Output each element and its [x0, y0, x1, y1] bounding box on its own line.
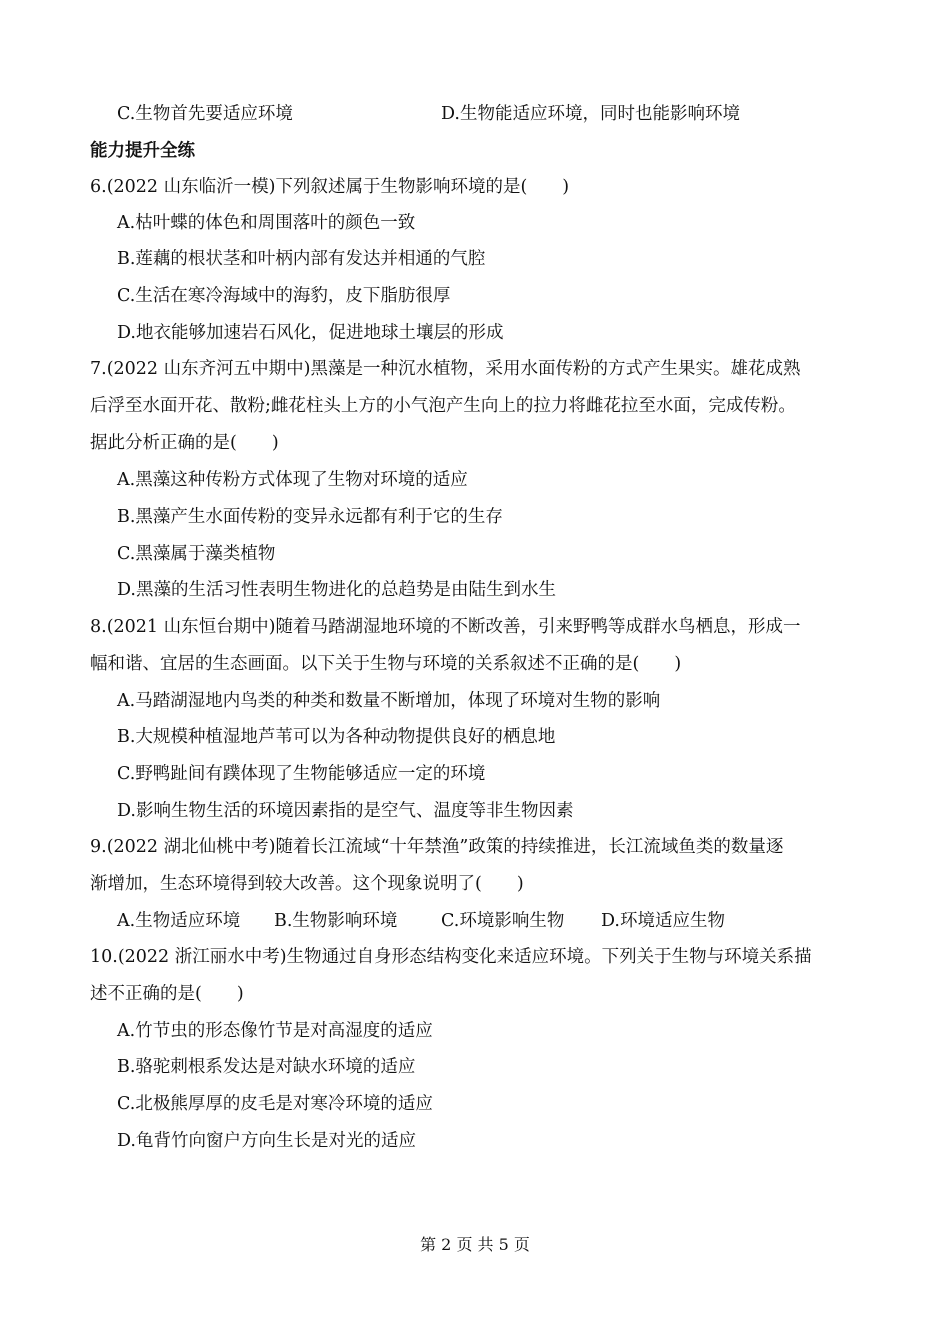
page-number-footer: 第 2 页 共 5 页	[420, 1235, 530, 1254]
q8-stem-line-1: 8.(2021 山东恒台期中)随着马踏湖湿地环境的不断改善，引来野鸭等成群水鸟栖息，形成一	[90, 617, 801, 637]
q7-stem-line-1: 7.(2022 山东齐河五中期中)黑藻是一种沉水植物，采用水面传粉的方式产生果实。雄花成熟	[90, 359, 801, 379]
q6-option-a: A.枯叶蝶的体色和周围落叶的颜色一致	[117, 213, 416, 233]
q9-option-a: A.生物适应环境	[117, 911, 241, 931]
q9-stem-line-2: 渐增加，生态环境得到较大改善。这个现象说明了( )	[90, 874, 524, 894]
q10-option-c: C.北极熊厚厚的皮毛是对寒冷环境的适应	[117, 1094, 433, 1114]
q7-option-d: D.黑藻的生活习性表明生物进化的总趋势是由陆生到水生	[117, 580, 556, 600]
prev-option-d: D.生物能适应环境，同时也能影响环境	[441, 104, 740, 124]
prev-option-c: C.生物首先要适应环境	[117, 104, 293, 124]
q10-option-b: B.骆驼刺根系发达是对缺水环境的适应	[117, 1057, 416, 1077]
q6-option-c: C.生活在寒冷海域中的海豹，皮下脂肪很厚	[117, 286, 451, 306]
q9-stem-line-1: 9.(2022 湖北仙桃中考)随着长江流域“十年禁渔”政策的持续推进，长江流域鱼类的数量逐	[90, 837, 784, 857]
q10-option-a: A.竹节虫的形态像竹节是对高湿度的适应	[117, 1021, 433, 1041]
q7-option-a: A.黑藻这种传粉方式体现了生物对环境的适应	[117, 470, 468, 490]
q10-stem-line-1: 10.(2022 浙江丽水中考)生物通过自身形态结构变化来适应环境。下列关于生物与环境关系描	[90, 947, 812, 967]
q9-option-d: D.环境适应生物	[601, 911, 725, 931]
q8-stem-line-2: 幅和谐、宜居的生态画面。以下关于生物与环境的关系叙述不正确的是( )	[90, 654, 682, 674]
q6-option-d: D.地衣能够加速岩石风化，促进地球土壤层的形成	[117, 323, 504, 343]
q7-option-c: C.黑藻属于藻类植物	[117, 544, 276, 564]
q10-option-d: D.龟背竹向窗户方向生长是对光的适应	[117, 1131, 416, 1151]
q8-option-a: A.马踏湖湿地内鸟类的种类和数量不断增加，体现了环境对生物的影响	[117, 691, 661, 711]
section-title: 能力提升全练	[90, 141, 195, 161]
q6-option-b: B.莲藕的根状茎和叶柄内部有发达并相通的气腔	[117, 249, 486, 269]
q7-stem-line-2: 后浮至水面开花、散粉;雌花柱头上方的小气泡产生向上的拉力将雌花拉至水面，完成传粉。	[90, 396, 796, 416]
q10-stem-line-2: 述不正确的是( )	[90, 984, 244, 1004]
q8-option-c: C.野鸭趾间有蹼体现了生物能够适应一定的环境	[117, 764, 486, 784]
q6-stem: 6.(2022 山东临沂一模)下列叙述属于生物影响环境的是( )	[90, 177, 570, 197]
q7-option-b: B.黑藻产生水面传粉的变异永远都有利于它的生存	[117, 507, 503, 527]
q9-option-c: C.环境影响生物	[441, 911, 565, 931]
q7-stem-line-3: 据此分析正确的是( )	[90, 433, 279, 453]
q8-option-b: B.大规模种植湿地芦苇可以为各种动物提供良好的栖息地	[117, 727, 556, 747]
q8-option-d: D.影响生物生活的环境因素指的是空气、温度等非生物因素	[117, 801, 574, 821]
q9-option-b: B.生物影响环境	[274, 911, 398, 931]
